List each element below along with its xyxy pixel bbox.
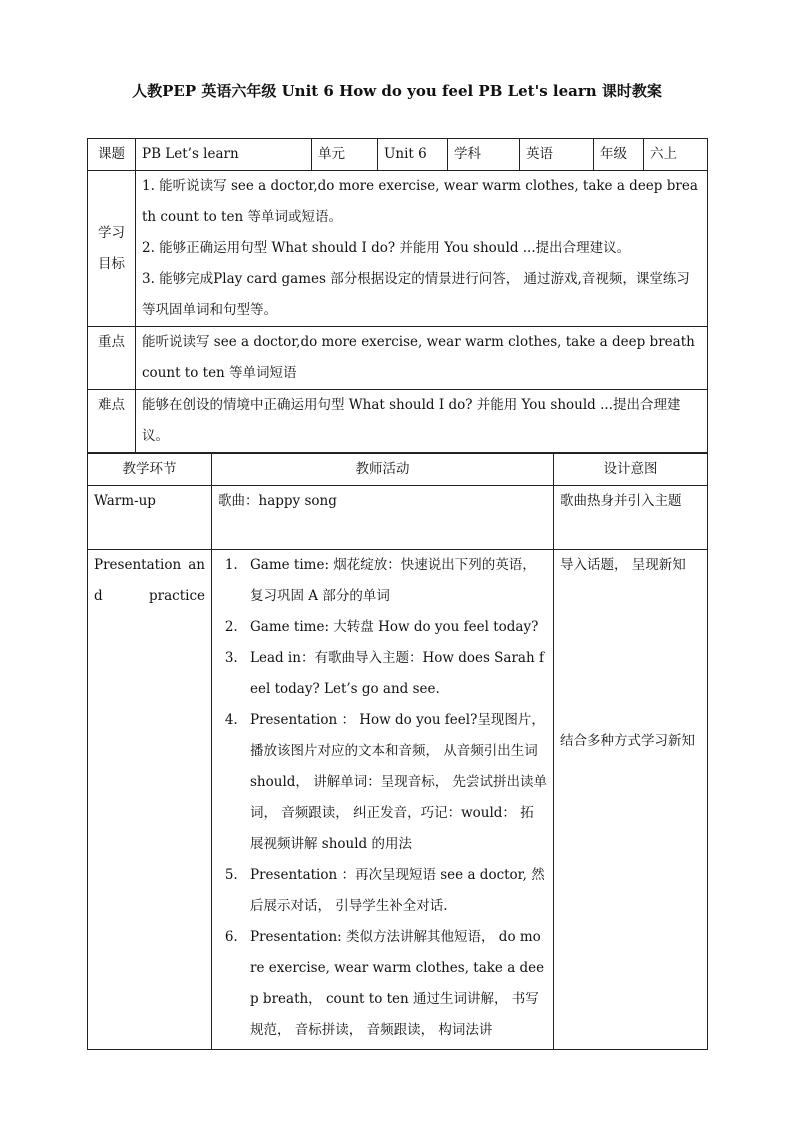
subject-label: 学科	[448, 139, 520, 171]
list-item: 4. Presentation ： How do you feel?呈现图片，播放该图片对应的文本和音频， 从音频引出生词 should， 讲解单词：呈现音标， 先尝试拼出读单词， 音频跟读， 纠正发音，巧记：would： 拓展视频讲解 should 的用法	[242, 705, 547, 860]
difficulties-label: 难点	[88, 390, 136, 453]
list-item: 6. Presentation: 类似方法讲解其他短语， do more exercise, wear warm clothes, take a deep breath， count to ten 通过生词讲解， 书写规范， 音标拼读， 音频跟读， 构词法讲	[242, 922, 547, 1046]
presentation-intent	[554, 550, 708, 1050]
objectives-label: 学习目标	[88, 171, 136, 327]
key-points-label: 重点	[88, 327, 136, 390]
warmup-stage: Warm-up	[88, 486, 212, 550]
list-item: 2. Game time: 大转盘 How do you feel today?	[242, 612, 547, 643]
unit-label: 单元	[312, 139, 378, 171]
objective-item: 3. 能够完成Play card games 部分根据设定的情景进行问答， 通过游戏,音视频，课堂练习等巩固单词和句型等。	[142, 271, 690, 318]
intent-intro: 导入话题， 呈现新知	[560, 557, 686, 573]
warmup-intent: 歌曲热身并引入主题	[554, 486, 708, 550]
topic-value: PB Let’s learn	[136, 139, 312, 171]
objective-item: 1. 能听说读写 see a doctor,do more exercise, wear warm clothes, take a deep breath count to ten 等单词或短语。	[142, 178, 698, 225]
steps-list	[218, 550, 547, 1046]
header-intent: 设计意图	[554, 454, 708, 486]
grade-value: 六上	[644, 139, 708, 171]
header-activity: 教师活动	[212, 454, 554, 486]
topic-label: 课题	[88, 139, 136, 171]
warmup-activity: 歌曲：happy song	[212, 486, 554, 550]
presentation-activity	[212, 550, 554, 1050]
difficulties-text: 能够在创设的情境中正确运用句型 What should I do? 并能用 You should ...提出合理建议。	[136, 390, 708, 453]
lesson-info-table	[87, 138, 708, 453]
objective-item: 2. 能够正确运用句型 What should I do? 并能用 You should ...提出合理建议。	[142, 240, 631, 256]
subject-value: 英语	[520, 139, 594, 171]
intent-learn: 结合多种方式学习新知	[560, 733, 695, 749]
list-item: 1. Game time: 烟花绽放：快速说出下列的英语，复习巩固 A 部分的单词	[242, 550, 547, 612]
grade-label: 年级	[594, 139, 644, 171]
objectives-content	[136, 171, 708, 327]
unit-value: Unit 6	[378, 139, 448, 171]
teaching-process-table	[87, 453, 708, 1050]
key-points-text: 能听说读写 see a doctor,do more exercise, wear warm clothes, take a deep breath count to ten 等单词短语	[136, 327, 708, 390]
list-item: 3. Lead in：有歌曲导入主题：How does Sarah feel today? Let’s go and see.	[242, 643, 547, 705]
header-stage: 教学环节	[88, 454, 212, 486]
document-title: 人教PEP 英语六年级 Unit 6 How do you feel PB Let's learn 课时教案	[132, 82, 662, 100]
list-item: 5. Presentation ：再次呈现短语 see a doctor, 然后展示对话， 引导学生补全对话.	[242, 860, 547, 922]
presentation-stage: Presentation and practice	[88, 550, 212, 1050]
